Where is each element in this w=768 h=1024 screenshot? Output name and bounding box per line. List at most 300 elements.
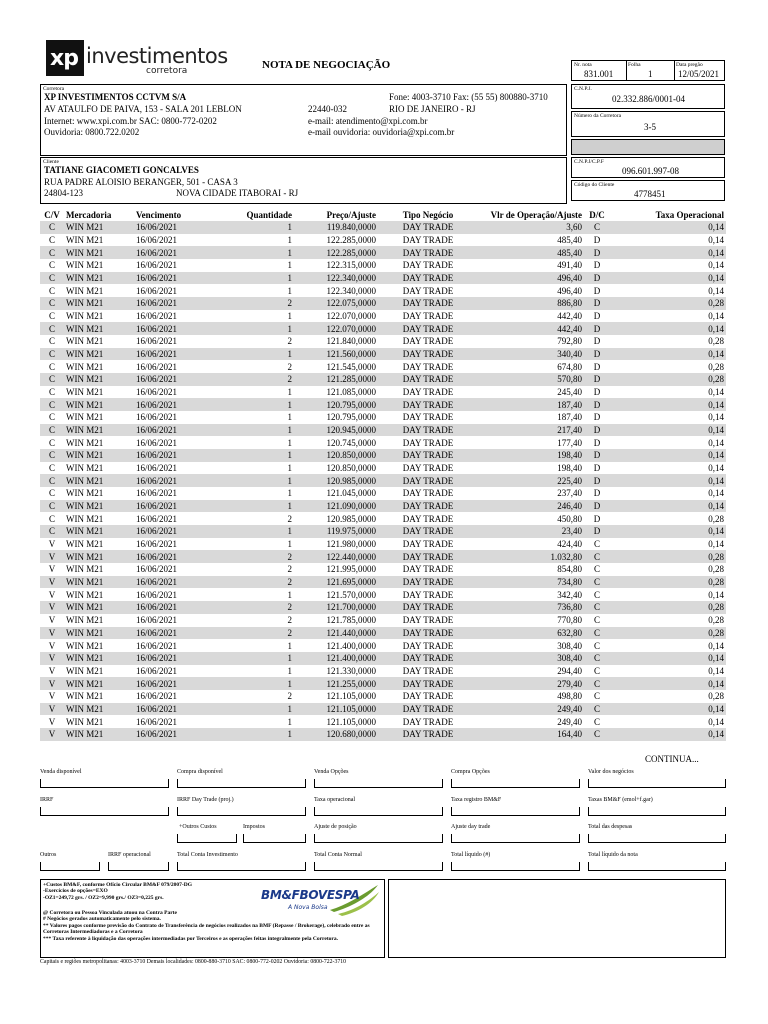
cell-preco: 122.285,0000 [294, 246, 378, 259]
total-liquido-label: Total líquido (#) [451, 852, 491, 858]
cell-tipo: DAY TRADE [402, 311, 454, 322]
col-preco: Preço/Ajuste [326, 209, 376, 220]
cell-dc: D [584, 398, 610, 411]
cell-vencimento: 16/06/2021 [136, 235, 178, 245]
cell-taxa: 0,14 [610, 398, 726, 411]
corretora-city: RIO DE JANEIRO - RJ [389, 104, 476, 114]
cell-dc: C [593, 716, 600, 727]
continua-text: CONTINUA... [645, 754, 699, 764]
cell-dc: C [584, 576, 610, 589]
cell-tipo: DAY TRADE [402, 412, 454, 423]
cell-valor: 217,40 [478, 424, 584, 437]
cell-preco: 121.440,0000 [294, 627, 378, 640]
col-quantidade: Quantidade [246, 209, 292, 220]
cell-preco: 121.995,0000 [326, 564, 376, 575]
table-row [40, 386, 726, 399]
cell-tipo: DAY TRADE [402, 488, 454, 499]
cell-taxa: 0,14 [708, 463, 724, 474]
cell-cv: C [48, 513, 55, 524]
cell-tipo: DAY TRADE [378, 601, 478, 614]
cell-valor: 491,40 [557, 260, 582, 271]
cell-quantidade: 1 [287, 589, 292, 600]
cell-dc: D [593, 336, 601, 347]
cell-preco: 122.075,0000 [294, 297, 378, 310]
table-row [40, 639, 726, 652]
cell-preco: 121.330,0000 [326, 665, 376, 676]
cell-valor: 249,40 [478, 703, 584, 716]
cell-mercadoria: WIN M21 [66, 589, 104, 600]
cell-taxa: 0,14 [708, 437, 724, 448]
bmfbovespa-wordmark: BM&FBOVESPA [261, 888, 360, 902]
cell-cv: C [48, 311, 55, 322]
table-row [40, 297, 726, 310]
cell-dc: D [584, 272, 610, 285]
total-conta-investimento-field [177, 862, 306, 871]
cell-valor: 249,40 [557, 716, 582, 727]
table-row [40, 715, 726, 728]
cell-tipo: DAY TRADE [402, 691, 454, 702]
cpf-label: C.N.P.J/C.P.F [574, 159, 604, 165]
logo-text: investimentos [86, 44, 228, 68]
cell-valor: 424,40 [557, 539, 582, 550]
table-row [40, 360, 726, 373]
cell-valor: 187,40 [478, 398, 584, 411]
gray-box [571, 139, 725, 155]
cell-vencimento: 16/06/2021 [136, 615, 178, 626]
cell-dc: C [593, 539, 600, 550]
folha-value: 1 [648, 69, 653, 79]
cell-tipo: DAY TRADE [402, 260, 454, 271]
cell-quantidade: 1 [287, 235, 292, 245]
cell-tipo: DAY TRADE [402, 285, 454, 296]
table-row [40, 259, 726, 272]
cell-taxa: 0,28 [708, 361, 724, 372]
cell-mercadoria: WIN M21 [66, 285, 104, 296]
cell-taxa: 0,14 [610, 525, 726, 538]
cell-dc: D [584, 246, 610, 259]
cell-dc: C [584, 703, 610, 716]
cell-dc: C [593, 615, 600, 626]
cell-quantidade: 1 [287, 311, 292, 322]
cell-vencimento: 16/06/2021 [136, 716, 178, 727]
cell-tipo: DAY TRADE [402, 437, 454, 448]
cell-vencimento: 16/06/2021 [136, 640, 178, 651]
cell-cv: V [48, 615, 56, 626]
cell-preco: 121.695,0000 [294, 576, 378, 589]
table-row [40, 322, 726, 335]
col-tipo: Tipo Negócio [402, 209, 454, 220]
cell-cv: V [48, 665, 56, 676]
table-row [40, 576, 726, 589]
cnpj-label: C.N.P.J. [574, 86, 592, 92]
cell-valor: 442,40 [557, 311, 582, 322]
cell-vencimento: 16/06/2021 [134, 348, 214, 361]
cell-vencimento: 16/06/2021 [136, 665, 178, 676]
cell-cv: V [40, 627, 64, 640]
note-line-3: -OZ1=249,72 grs. / OZ2=9,990 grs./ OZ3=0,225 grs. [43, 894, 164, 901]
cell-taxa: 0,28 [610, 601, 726, 614]
cell-valor: 279,40 [478, 677, 584, 690]
corretora-email-ouvidoria: e-mail ouvidoria: ouvidoria@xpi.com.br [308, 127, 455, 137]
table-row [40, 512, 726, 525]
cell-dc: D [593, 311, 601, 322]
cell-tipo: DAY TRADE [402, 564, 454, 575]
cell-cv: C [40, 424, 64, 437]
cell-vencimento: 16/06/2021 [134, 373, 214, 386]
table-row [40, 563, 726, 576]
cell-mercadoria: WIN M21 [66, 361, 104, 372]
table-row [40, 588, 726, 601]
cell-taxa: 0,14 [610, 652, 726, 665]
cell-quantidade: 1 [287, 716, 292, 727]
cell-taxa: 0,14 [708, 235, 724, 245]
corretora-box [40, 84, 567, 156]
cell-dc: D [584, 525, 610, 538]
cell-taxa: 0,14 [610, 221, 726, 234]
table-row [40, 398, 726, 411]
cell-mercadoria: WIN M21 [64, 297, 134, 310]
ajuste-day-trade-label: Ajuste day trade [451, 824, 491, 830]
cell-vencimento: 16/06/2021 [136, 412, 178, 423]
cell-preco: 121.560,0000 [294, 348, 378, 361]
cell-taxa: 0,14 [708, 665, 724, 676]
xp-logo [46, 40, 228, 76]
table-row [40, 411, 726, 424]
cell-vencimento: 16/06/2021 [136, 564, 178, 575]
col-dc: D/C [589, 209, 605, 220]
cell-quantidade: 1 [214, 525, 294, 538]
cell-mercadoria: WIN M21 [66, 539, 104, 550]
cell-vencimento: 16/06/2021 [134, 221, 214, 234]
cell-mercadoria: WIN M21 [66, 260, 104, 271]
cell-cv: C [48, 463, 55, 474]
cell-mercadoria: WIN M21 [64, 500, 134, 513]
cell-cv: C [40, 474, 64, 487]
cell-dc: C [584, 550, 610, 563]
corretora-ouvidoria: Ouvidoria: 0800.722.0202 [44, 127, 140, 137]
col-mercadoria: Mercadoria [66, 209, 112, 220]
cell-dc: C [584, 728, 610, 741]
cell-tipo: DAY TRADE [402, 665, 454, 676]
cell-vencimento: 16/06/2021 [134, 652, 214, 665]
cell-mercadoria: WIN M21 [64, 272, 134, 285]
cell-dc: C [584, 677, 610, 690]
cell-valor: 177,40 [557, 437, 582, 448]
cell-vencimento: 16/06/2021 [134, 297, 214, 310]
cell-preco: 120.985,0000 [326, 513, 376, 524]
irrf-label: IRRF [40, 797, 54, 803]
total-conta-normal-label: Total Conta Normal [314, 852, 362, 858]
compra-disponivel-label: Compra disponível [177, 769, 223, 775]
bmfbovespa-tagline: A Nova Bolsa [288, 904, 328, 911]
cell-quantidade: 1 [214, 221, 294, 234]
venda-opcoes-field [314, 779, 443, 788]
cell-quantidade: 1 [214, 246, 294, 259]
cell-taxa: 0,14 [610, 677, 726, 690]
cell-cv: C [40, 449, 64, 462]
corretora-phones: Fone: 4003-3710 Fax: (55 55) 800880-3710 [389, 92, 548, 102]
cell-vencimento: 16/06/2021 [136, 260, 178, 271]
cell-vencimento: 16/06/2021 [134, 474, 214, 487]
cell-cv: C [40, 398, 64, 411]
cell-vencimento: 16/06/2021 [134, 398, 214, 411]
taxa-operacional-field [314, 807, 443, 816]
taxa-operacional-label: Taxa operacional [314, 797, 356, 803]
cell-cv: C [48, 336, 55, 347]
cell-dc: C [593, 665, 600, 676]
cell-valor: 23,40 [478, 525, 584, 538]
table-row [40, 284, 726, 297]
bmfbovespa-logo [258, 884, 380, 918]
numero-corretora-box [571, 111, 725, 137]
cell-quantidade: 2 [287, 361, 292, 372]
venda-disponivel-label: Venda disponível [40, 769, 82, 775]
ajuste-posicao-field [314, 834, 443, 843]
cell-mercadoria: WIN M21 [64, 398, 134, 411]
cell-tipo: DAY TRADE [378, 500, 478, 513]
cell-tipo: DAY TRADE [402, 336, 454, 347]
cell-preco: 121.980,0000 [326, 539, 376, 550]
cell-cv: C [40, 272, 64, 285]
table-row [40, 550, 726, 563]
cell-valor: 498,80 [557, 691, 582, 702]
note-line-1: +Custos BM&F, conforme Ofício Circular BM&F 079/2007-DG [43, 882, 193, 888]
cell-dc: C [593, 564, 600, 575]
cell-mercadoria: WIN M21 [66, 387, 104, 398]
cell-mercadoria: WIN M21 [64, 348, 134, 361]
cell-dc: D [584, 474, 610, 487]
notes-top [43, 882, 261, 901]
cell-preco: 122.315,0000 [326, 260, 376, 271]
cell-tipo: DAY TRADE [402, 513, 454, 524]
cell-taxa: 0,14 [610, 728, 726, 741]
cell-tipo: DAY TRADE [378, 449, 478, 462]
cell-valor: 496,40 [478, 272, 584, 285]
cell-valor: 342,40 [557, 589, 582, 600]
table-row [40, 424, 726, 437]
taxa-registro-label: Taxa registro BM&F [451, 797, 502, 803]
cell-taxa: 0,28 [708, 615, 724, 626]
cell-tipo: DAY TRADE [378, 652, 478, 665]
cell-cv: C [40, 246, 64, 259]
cell-quantidade: 1 [287, 387, 292, 398]
cpf-box [571, 157, 725, 178]
nota-header-box [571, 60, 725, 81]
table-row [40, 665, 726, 678]
cpf-value: 096.601.997-08 [622, 166, 679, 176]
cell-vencimento: 16/06/2021 [136, 513, 178, 524]
cell-cv: C [40, 500, 64, 513]
cell-taxa: 0,28 [708, 513, 724, 524]
cell-cv: C [48, 285, 55, 296]
outros-custos-field [177, 834, 237, 843]
cell-mercadoria: WIN M21 [64, 322, 134, 335]
cliente-name: TATIANE GIACOMETI GONCALVES [44, 165, 199, 175]
cell-valor: 198,40 [557, 463, 582, 474]
irrf-operacional-label: IRRF operacional [108, 852, 151, 858]
cell-dc: C [593, 691, 600, 702]
cell-preco: 119.840,0000 [294, 221, 378, 234]
nr-nota-value: 831.001 [584, 69, 614, 79]
cell-dc: C [593, 640, 600, 651]
cell-quantidade: 1 [287, 412, 292, 423]
cell-mercadoria: WIN M21 [66, 412, 104, 423]
cell-taxa: 0,28 [708, 336, 724, 347]
cell-quantidade: 1 [214, 272, 294, 285]
numero-corretora-label: Número da Corretora [574, 113, 622, 119]
irrf-field [40, 807, 169, 816]
cell-dc: D [584, 373, 610, 386]
cell-quantidade: 1 [214, 449, 294, 462]
cell-dc: D [593, 285, 601, 296]
corretora-name: XP INVESTIMENTOS CCTVM S/A [44, 92, 187, 102]
cell-tipo: DAY TRADE [378, 398, 478, 411]
cell-preco: 121.105,0000 [326, 691, 376, 702]
footer-contacts: Capitais e regiões metropolitanas: 4003-3710 Demais localidades: 0800-880-3710 SAC: 0800-772-0202 Ouvidoria: 0800-722-3710 [40, 959, 347, 965]
cell-vencimento: 16/06/2021 [136, 539, 178, 550]
cell-tipo: DAY TRADE [402, 716, 454, 727]
cell-tipo: DAY TRADE [402, 361, 454, 372]
cell-preco: 121.400,0000 [326, 640, 376, 651]
cell-cv: V [48, 539, 56, 550]
cell-cv: C [40, 348, 64, 361]
cell-vencimento: 16/06/2021 [134, 601, 214, 614]
cell-preco: 120.795,0000 [326, 412, 376, 423]
cliente-box [40, 157, 567, 204]
cell-valor: 442,40 [478, 322, 584, 335]
total-despesas-label: Total das despesas [588, 824, 633, 830]
cell-mercadoria: WIN M21 [64, 373, 134, 386]
note-line-4: @ Corretora ou Pessoa Vinculada atuou na Contra Parte [43, 910, 177, 916]
cell-preco: 122.340,0000 [326, 285, 376, 296]
cell-quantidade: 2 [287, 513, 292, 524]
cell-preco: 120.945,0000 [294, 424, 378, 437]
cell-taxa: 0,14 [708, 311, 724, 322]
total-despesas-field [588, 834, 726, 843]
cell-valor: 570,80 [478, 373, 584, 386]
cell-taxa: 0,28 [610, 576, 726, 589]
cell-tipo: DAY TRADE [378, 474, 478, 487]
cell-preco: 121.090,0000 [294, 500, 378, 513]
cliente-cep: 24804-123 [44, 188, 83, 198]
cell-cv: C [48, 387, 55, 398]
cell-quantidade: 2 [214, 373, 294, 386]
cell-cv: C [48, 488, 55, 499]
cell-mercadoria: WIN M21 [64, 246, 134, 259]
cell-preco: 121.570,0000 [326, 589, 376, 600]
cell-quantidade: 1 [287, 285, 292, 296]
valor-negocios-field [588, 779, 726, 788]
cell-preco: 122.070,0000 [326, 311, 376, 322]
cell-tipo: DAY TRADE [402, 615, 454, 626]
xp-logo-mark [46, 40, 84, 76]
cell-mercadoria: WIN M21 [66, 716, 104, 727]
cell-preco: 121.840,0000 [326, 336, 376, 347]
cell-cv: V [48, 564, 56, 575]
cell-valor: 164,40 [478, 728, 584, 741]
table-row [40, 234, 726, 247]
corretora-address: AV ATAULFO DE PAIVA, 153 - SALA 201 LEBLON [44, 104, 242, 114]
cell-vencimento: 16/06/2021 [134, 424, 214, 437]
total-liquido-nota-field [588, 862, 726, 871]
cell-mercadoria: WIN M21 [64, 601, 134, 614]
cell-mercadoria: WIN M21 [66, 336, 104, 347]
cell-taxa: 0,14 [610, 272, 726, 285]
cell-taxa: 0,14 [708, 640, 724, 651]
cell-taxa: 0,14 [610, 424, 726, 437]
venda-opcoes-label: Venda Opções [314, 769, 349, 775]
cell-taxa: 0,28 [610, 627, 726, 640]
cell-preco: 121.785,0000 [326, 615, 376, 626]
corretora-cep: 22440-032 [308, 104, 347, 114]
cell-dc: C [584, 652, 610, 665]
cell-preco: 121.085,0000 [326, 387, 376, 398]
cliente-city: NOVA CIDADE ITABORAI - RJ [176, 188, 299, 198]
cell-quantidade: 1 [287, 260, 292, 271]
cell-quantidade: 2 [214, 601, 294, 614]
empty-right-box [388, 879, 726, 958]
cell-vencimento: 16/06/2021 [136, 589, 178, 600]
cell-taxa: 0,14 [610, 500, 726, 513]
cell-valor: 770,80 [557, 615, 582, 626]
cell-valor: 485,40 [557, 235, 582, 245]
cell-cv: V [40, 550, 64, 563]
cell-vencimento: 16/06/2021 [134, 449, 214, 462]
table-row [40, 690, 726, 703]
cell-vencimento: 16/06/2021 [134, 703, 214, 716]
cell-quantidade: 2 [214, 576, 294, 589]
cell-dc: D [593, 361, 601, 372]
outros-custos-label: +Outros Custos [179, 824, 217, 830]
cliente-label: Cliente [43, 159, 59, 165]
cell-preco: 122.285,0000 [326, 235, 376, 245]
cell-dc: D [593, 513, 601, 524]
note-line-6: ** Valores pagos conforme previsão do Contrato de Transferência de negócios realizados na BMF (Repasse / Brokerage), celebrado entre as Corretoras Intermediadoras e a Corretora [43, 922, 370, 936]
cell-quantidade: 1 [214, 398, 294, 411]
cell-taxa: 0,14 [610, 703, 726, 716]
cell-valor: 225,40 [478, 474, 584, 487]
codigo-cliente-label: Código do Cliente [574, 182, 615, 188]
cell-cv: C [48, 235, 55, 245]
cell-taxa: 0,14 [708, 589, 724, 600]
table-row [40, 436, 726, 449]
cell-mercadoria: WIN M21 [64, 652, 134, 665]
cell-valor: 496,40 [557, 285, 582, 296]
cell-quantidade: 1 [214, 728, 294, 741]
irrf-day-trade-label: IRRF Day Trade (proj.) [177, 797, 234, 803]
cell-dc: D [593, 412, 601, 423]
cell-mercadoria: WIN M21 [66, 691, 104, 702]
cell-vencimento: 16/06/2021 [134, 500, 214, 513]
cell-dc: D [584, 449, 610, 462]
cell-cv: C [48, 437, 55, 448]
cell-dc: D [593, 260, 601, 271]
cell-tipo: DAY TRADE [378, 627, 478, 640]
cell-taxa: 0,28 [610, 373, 726, 386]
cell-preco: 120.985,0000 [294, 474, 378, 487]
total-liquido-nota-label: Total líquido da nota [588, 852, 638, 858]
cell-tipo: DAY TRADE [402, 539, 454, 550]
cell-cv: V [40, 703, 64, 716]
cell-tipo: DAY TRADE [378, 348, 478, 361]
cell-valor: 294,40 [557, 665, 582, 676]
cell-tipo: DAY TRADE [378, 297, 478, 310]
cell-cv: C [48, 412, 55, 423]
cell-mercadoria: WIN M21 [64, 703, 134, 716]
cell-cv: V [48, 589, 56, 600]
cell-mercadoria: WIN M21 [64, 525, 134, 538]
data-pregao-value: 12/05/2021 [678, 69, 720, 79]
